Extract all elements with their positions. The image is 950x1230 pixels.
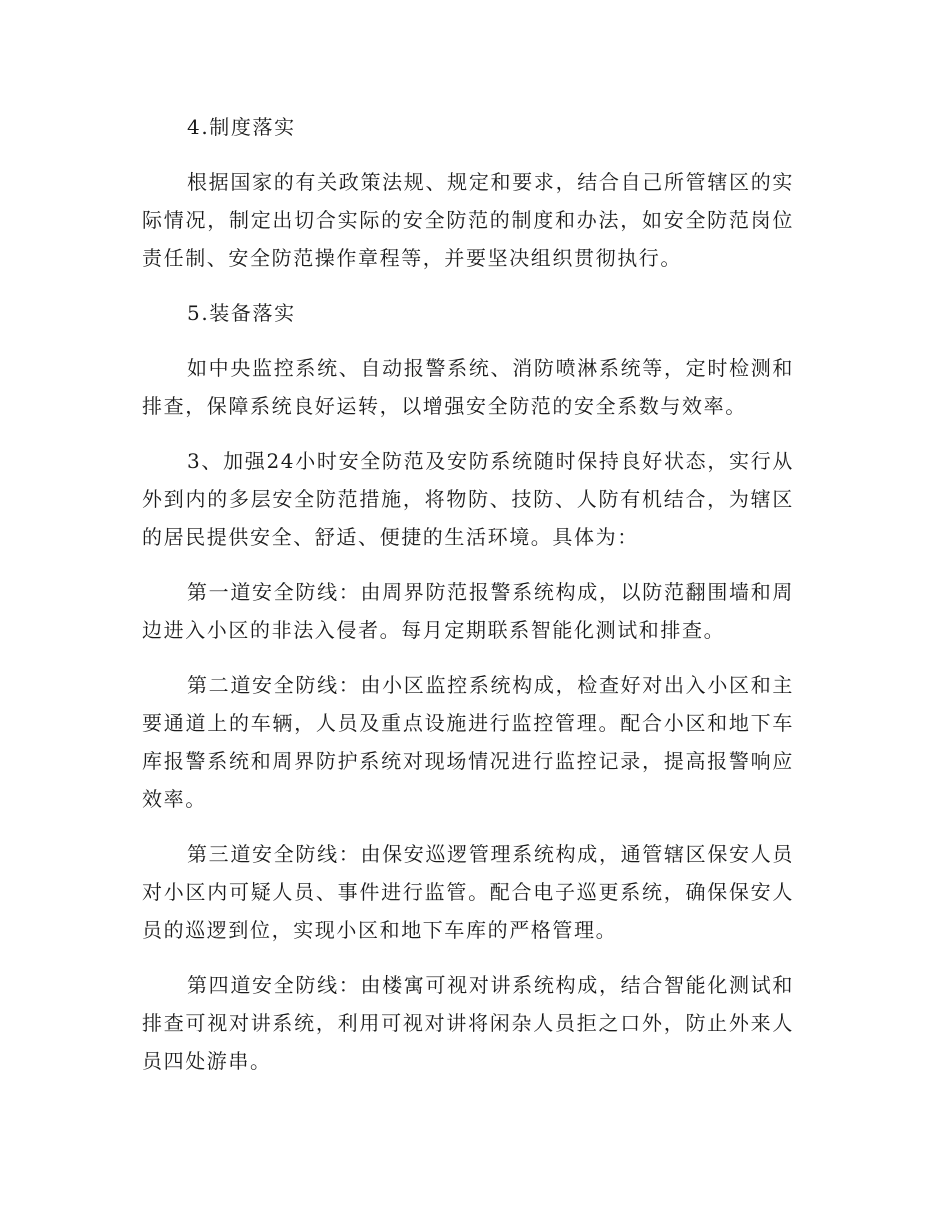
paragraph-third-defense-line: 第三道安全防线：由保安巡逻管理系统构成，通管辖区保安人员对小区内可疑人员、事件进行监管。配合电子巡更系统，确保保安人员的巡逻到位，实现小区和地下车库的严格管理。 <box>142 842 794 942</box>
paragraph-second-defense-line: 第二道安全防线：由小区监控系统构成，检查好对出入小区和主要通道上的车辆，人员及重点设施进行监控管理。配合小区和地下车库报警系统和周界防护系统对现场情况进行监控记录，提高报警响应效率。 <box>142 673 794 811</box>
document-body <box>142 108 794 1097</box>
paragraph-system-description: 根据国家的有关政策法规、规定和要求，结合自己所管辖区的实际情况，制定出切合实际的安全防范的制度和办法，如安全防范岗位责任制、安全防范操作章程等，并要坚决组织贯彻执行。 <box>142 170 794 270</box>
paragraph-24h-security: 3、加强24小时安全防范及安防系统随时保持良好状态，实行从外到内的多层安全防范措施，将物防、技防、人防有机结合，为辖区的居民提供安全、舒适、便捷的生活环境。具体为： <box>142 449 794 549</box>
section-heading-system: 4.制度落实 <box>187 115 296 139</box>
paragraph-equipment-description: 如中央监控系统、自动报警系统、消防喷淋系统等，定时检测和排查，保障系统良好运转，以增强安全防范的安全系数与效率。 <box>142 356 794 418</box>
paragraph-first-defense-line: 第一道安全防线：由周界防范报警系统构成，以防范翻围墙和周边进入小区的非法入侵者。每月定期联系智能化测试和排查。 <box>142 580 794 642</box>
section-heading-equipment: 5.装备落实 <box>187 301 296 325</box>
paragraph-fourth-defense-line: 第四道安全防线：由楼寓可视对讲系统构成，结合智能化测试和排查可视对讲系统，利用可视对讲将闲杂人员拒之口外，防止外来人员四处游串。 <box>142 973 794 1073</box>
